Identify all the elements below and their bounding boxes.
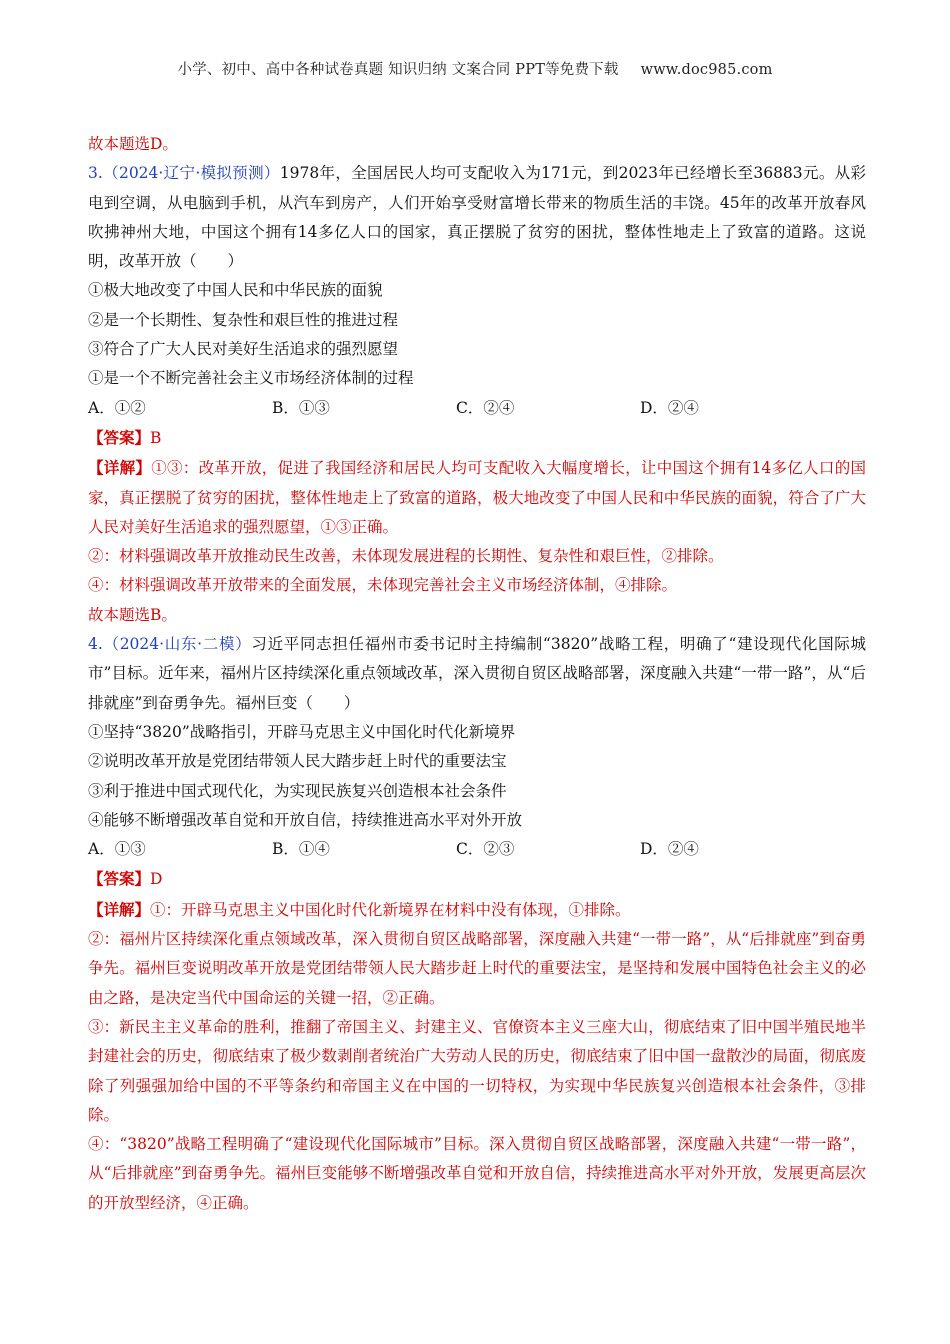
q3-item-2: ②是一个长期性、复杂性和艰巨性的推进过程 [88,310,399,329]
q4-detail-1 [88,895,866,925]
q4-options [88,835,866,864]
q3-option-c: C．②④ [456,398,515,417]
q4-stem-text: 习近平同志担任福州市委书记时主持编制“3820”战略工程，明确了“建设现代化国际城市”目标。近年来，福州片区持续深化重点领域改革，深入贯彻自贸区战略部署，深度融入共建“一带一路”，从“后排就座”到奋勇争先。福州巨变（ ） [88,635,866,712]
intro-conclusion: 故本题选D。 [88,135,178,153]
q3-conclusion: 故本题选B。 [88,605,177,624]
header-text: 小学、初中、高中各种试卷真题 知识归纳 文案合同 PPT等免费下载 [177,62,619,78]
header-url: www.doc985.com [640,62,773,78]
q4-answer-value: D [150,870,163,889]
q4-stem [88,630,866,718]
q3-option-d: D．②④ [640,398,699,417]
q4-source: （2024·山东·二模） [102,635,252,654]
q4-detail-3: ③：新民主主义革命的胜利，推翻了帝国主义、封建主义、官僚资本主义三座大山，彻底结束了旧中国半殖民地半封建社会的历史，彻底结束了极少数剥削者统治广大劳动人民的历史，彻底结束了旧中国一盘散沙的局面，彻底废除了列强强加给中国的不平等条约和帝国主义在中国的一切特权，为实现中华民族复兴创造根本社会条件，③排除。 [88,1017,866,1124]
q4-item-1: ①坚持“3820”战略指引，开辟马克思主义中国化时代化新境界 [88,722,516,741]
q4-option-b: B．①④ [272,840,330,859]
q3-stem [88,159,866,276]
q3-option-b: B．①③ [272,398,330,417]
q4-detail-2: ②：福州片区持续深化重点领域改革，深入贯彻自贸区战略部署，深度融入共建“一带一路”，从“后排就座”到奋勇争先。福州巨变说明改革开放是党团结带领人民大踏步赶上时代的重要法宝，是坚持和发展中国特色社会主义的必由之路，是决定当代中国命运的关键一招，②正确。 [88,930,866,1007]
q3-detail-2: ②：材料强调改革开放推动民生改善，未体现发展进程的长期性、复杂性和艰巨性，②排除。 [88,547,724,566]
q4-option-a: A．①③ [88,840,146,859]
q4-option-c: C．②③ [456,840,515,859]
q4-item-4: ④能够不断增强改革自觉和开放自信，持续推进高水平对外开放 [88,810,523,829]
q3-source: （2024·辽宁·模拟预测） [102,164,280,183]
q4-number: 4. [88,635,103,654]
q4-item-2: ②说明改革开放是党团结带领人民大踏步赶上时代的重要法宝 [88,752,507,771]
q3-detail-3: ④：材料强调改革开放带来的全面发展，未体现完善社会主义市场经济体制，④排除。 [88,576,678,595]
q3-stem-text: 1978年，全国居民人均可支配收入为171元，到2023年已经增长至36883元。从彩电到空调，从电脑到手机，从汽车到房产，人们开始享受财富增长带来的物质生活的丰饶。45年的改革开放春风吹拂神州大地，中国这个拥有14多亿人口的国家，真正摆脱了贫穷的困扰，整体性地走上了致富的道路。这说明，改革开放（ ） [88,164,866,271]
page-header [0,58,950,79]
q4-option-d: D．②④ [640,840,699,859]
document-body [88,130,866,1218]
q3-options [88,394,866,423]
q3-item-3: ③符合了广大人民对美好生活追求的强烈愿望 [88,340,399,359]
q3-detail-1 [88,453,866,542]
q3-item-1: ①极大地改变了中国人民和中华民族的面貌 [88,281,383,300]
q3-answer [88,423,866,453]
q3-detail-label: 【详解】 [88,458,152,478]
q3-item-4: ①是一个不断完善社会主义市场经济体制的过程 [88,369,414,388]
q4-answer [88,864,866,894]
q3-detail-1-text: ①③：改革开放，促进了我国经济和居民人均可支配收入大幅度增长，让中国这个拥有14多亿人口的国家，真正摆脱了贫穷的困扰，整体性地走上了致富的道路，极大地改变了中国人民和中华民族的面貌，符合了广大人民对美好生活追求的强烈愿望，①③正确。 [88,459,866,536]
q4-detail-label: 【详解】 [88,899,151,919]
q4-detail-1-text: ①：开辟马克思主义中国化时代化新境界在材料中没有体现，①排除。 [150,900,631,919]
q4-item-3: ③利于推进中国式现代化，为实现民族复兴创造根本社会条件 [88,781,507,800]
q3-number: 3. [88,164,103,183]
q3-answer-label: 【答案】 [88,427,151,447]
q3-answer-value: B [150,428,162,447]
q3-option-a: A．①② [88,398,146,417]
q4-detail-4: ④：“3820”战略工程明确了“建设现代化国际城市”目标。深入贯彻自贸区战略部署，深度融入共建“一带一路”，从“后排就座”到奋勇争先。福州巨变能够不断增强改革自觉和开放自信，持续推进高水平对外开放，发展更高层次的开放型经济，④正确。 [88,1135,866,1212]
q4-answer-label: 【答案】 [88,869,151,889]
